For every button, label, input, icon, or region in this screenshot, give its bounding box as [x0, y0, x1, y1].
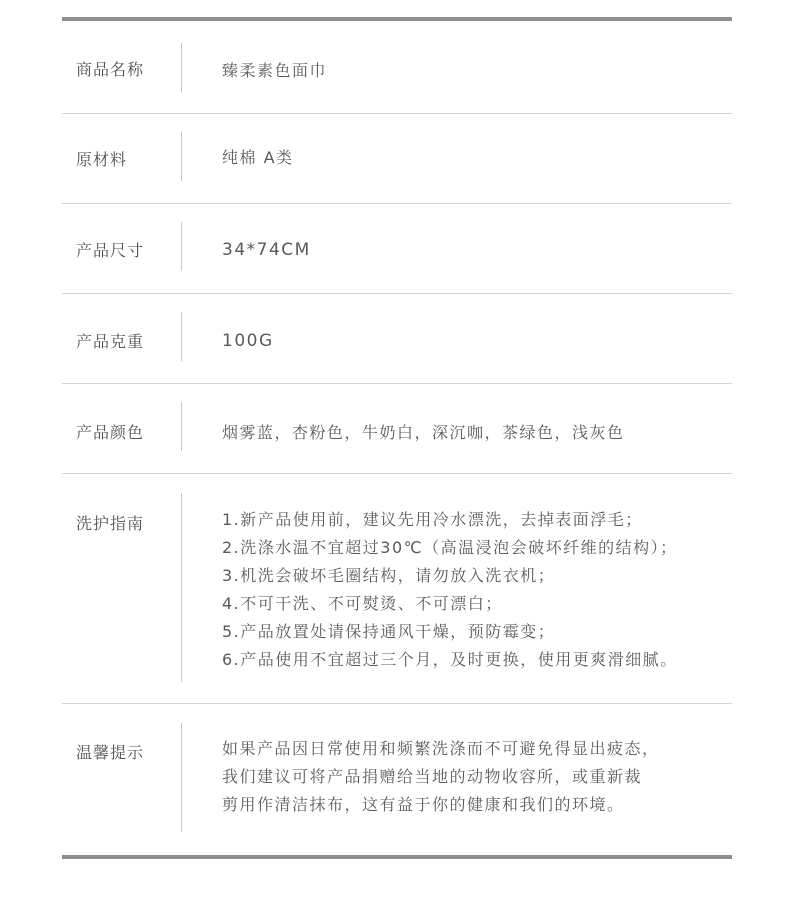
wash-guide-item: 6.产品使用不宜超过三个月，及时更换，使用更爽滑细腻。	[222, 650, 678, 669]
column-divider	[181, 493, 182, 682]
column-divider	[181, 222, 182, 271]
spec-value: 100G	[222, 331, 274, 351]
spec-label: 洗护指南	[76, 514, 145, 533]
spec-row-tips	[62, 704, 732, 855]
spec-label: 产品颜色	[76, 423, 145, 442]
column-divider	[181, 43, 182, 92]
spec-row-colors	[62, 384, 732, 474]
column-divider	[181, 132, 182, 181]
spec-value: 臻柔素色面巾	[222, 61, 328, 80]
spec-row-weight	[62, 294, 732, 384]
spec-row-name	[62, 21, 732, 114]
wash-guide-item: 1.新产品使用前，建议先用冷水漂洗，去掉表面浮毛；	[222, 510, 643, 529]
wash-guide-item: 5.产品放置处请保持通风干燥，预防霉变；	[222, 622, 556, 641]
spec-label: 产品克重	[76, 332, 145, 351]
spec-row-material	[62, 114, 732, 204]
wash-guide-item: 2.洗涤水温不宜超过30℃（高温浸泡会破坏纤维的结构）；	[222, 538, 678, 557]
column-divider	[181, 312, 182, 361]
bottom-rule	[62, 855, 732, 859]
spec-row-size	[62, 204, 732, 294]
spec-label: 商品名称	[76, 60, 145, 79]
spec-label: 温馨提示	[76, 743, 145, 762]
tips-line: 我们建议可将产品捐赠给当地的动物收容所，或重新裁	[222, 767, 643, 786]
spec-value: 34*74CM	[222, 240, 311, 260]
spec-label: 原材料	[76, 150, 128, 169]
spec-value: 烟雾蓝，杏粉色，牛奶白，深沉咖，茶绿色，浅灰色	[222, 423, 625, 442]
column-divider	[181, 723, 182, 832]
spec-row-wash-guide	[62, 474, 732, 704]
wash-guide-list	[222, 506, 678, 674]
wash-guide-item: 4.不可干洗、不可熨烫、不可漂白；	[222, 594, 503, 613]
spec-label: 产品尺寸	[76, 241, 145, 260]
tips-line: 剪用作清洁抹布，这有益于你的健康和我们的环境。	[222, 795, 625, 814]
wash-guide-item: 3.机洗会破坏毛圈结构，请勿放入洗衣机；	[222, 566, 556, 585]
tips-text	[222, 735, 660, 819]
spec-value: 纯棉 A类	[222, 148, 294, 167]
tips-line: 如果产品因日常使用和频繁洗涤而不可避免得显出疲态，	[222, 739, 660, 758]
column-divider	[181, 402, 182, 451]
